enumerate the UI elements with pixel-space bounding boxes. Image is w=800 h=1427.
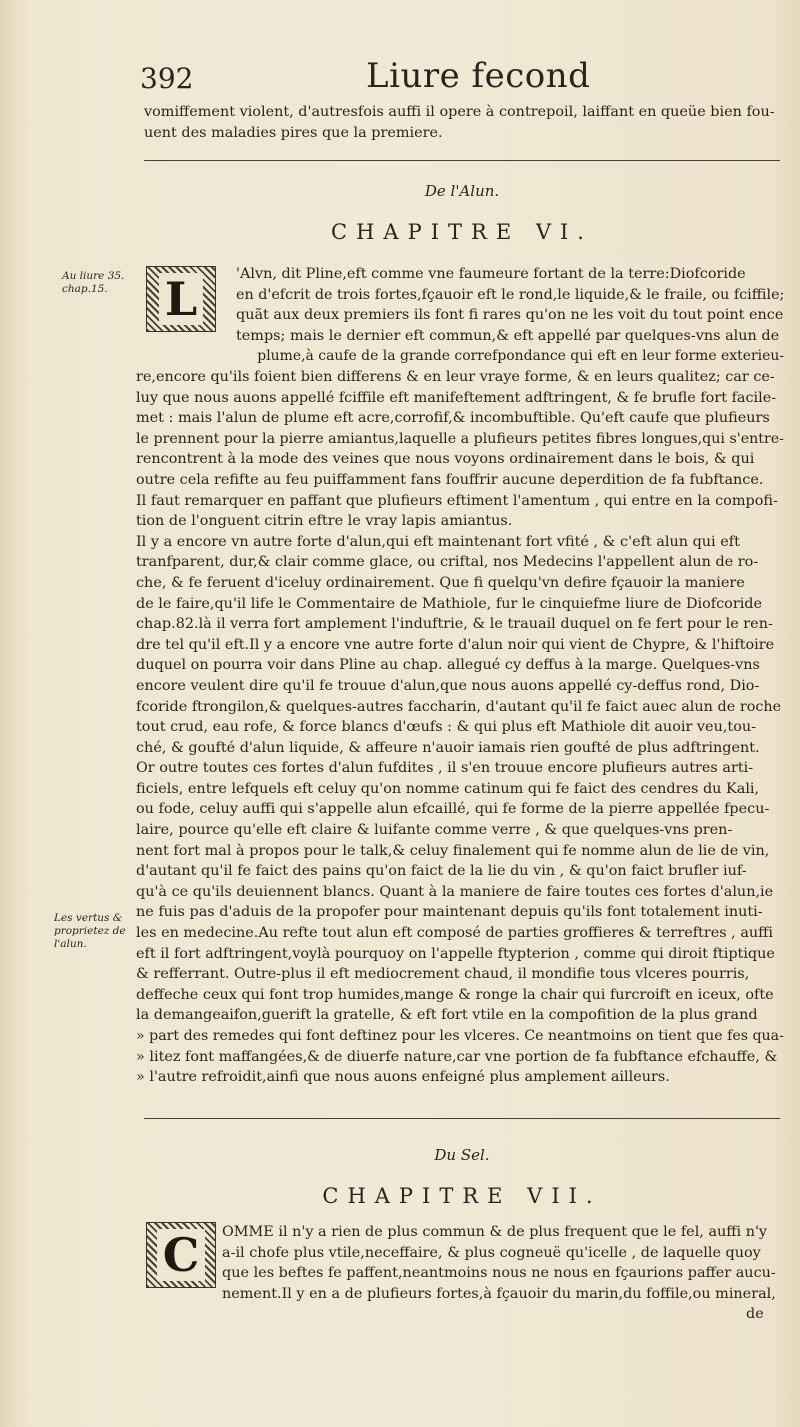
text-line: eft il fort adftringent,voylà pourquoy on l'appelle ftypterion , comme qui diroit ftiptique (136, 945, 775, 962)
text-line: tion de l'onguent citrin eftre le vray lapis amiantus. (136, 513, 513, 530)
page-header (140, 56, 780, 100)
text-line: nent fort mal à propos pour le talk,& celuy finalement qui fe nomme alun de lie de vin, (136, 842, 770, 859)
chapter-body-text (136, 367, 795, 1088)
chapter-title: CHAPITRE VII. (322, 1184, 602, 1208)
text-line: » l'autre refroidit,ainfi que nous auons enfeigné plus amplement ailleurs. (136, 1069, 670, 1086)
text-line: Il y a encore vn autre forte d'alun,qui eft maintenant fort vfité , & c'eft alun qui eft (136, 533, 740, 550)
text-line: » part des remedes qui font deftinez pour les vlceres. Ce neantmoins on tient que fes qua- (136, 1028, 784, 1044)
chapter-opening-text (236, 264, 800, 367)
text-line: chap.82.là il verra fort amplement l'induftrie, & le trauail duquel on fe fert pour le ren- (136, 616, 773, 633)
text-line: en d'efcrit de trois fortes,fçauoir eft le rond,le liquide,& le fraile, ou fciffile; (236, 286, 785, 303)
text-line: tranfparent, dur,& clair comme glace, ou criftal, nos Medecins l'appellent alun de ro- (136, 554, 759, 571)
text-line: » litez font maffangées,& de diuerfe nature,car vne portion de fa fubftance efchauffe, & (136, 1048, 778, 1065)
text-line: dre tel qu'il eft.Il y a encore vne autre forte d'alun noir qui vient de Chypre, & l'hiftoire (136, 636, 775, 653)
text-line: OMME il n'y a rien de plus commun & de plus frequent que le fel, auffi n'y (222, 1224, 768, 1240)
text-line: d'autant qu'il fe faict des pains qu'on faict de la lie du vin , & qu'on faict brufler iuf- (136, 863, 747, 880)
text-line: tout crud, eau rofe, & force blancs d'œufs : & qui plus eft Mathiole dit auoir veu,tou- (136, 719, 756, 736)
page-number: 392 (140, 62, 194, 95)
text-line: que les beftes fe paffent,neantmoins nous ne nous en fçaurions paffer aucu- (222, 1265, 776, 1282)
text-line: rencontrent à la mode des veines que nous voyons ordinairement dans le bois, & qui (136, 451, 755, 468)
text-line: laire, pource qu'elle eft claire & luifante comme verre , & que quelques-vns pren- (136, 822, 733, 839)
text-line: deffeche ceux qui font trop humides,mange & ronge la chair qui furcroift en iceux, ofte (136, 986, 774, 1003)
text-line: 'Alvn, dit Pline,eft comme vne faumeure fortant de la terre:Diofcoride (236, 266, 746, 282)
text-line: che, & fe feruent d'iceluy ordinairement. Que fi quelqu'vn defire fçauoir la maniere (136, 574, 745, 591)
text-line: duquel on pourra voir dans Pline au chap. allegué cy deffus à la marge. Quelques-vns (136, 657, 760, 674)
text-line: uent des maladies pires que la premiere. (144, 124, 443, 141)
text-line: la demangeaifon,guerift la gratelle, & eft fort vtile en la compofition de la plus grand (136, 1007, 758, 1024)
text-line: vomiffement violent, d'autresfois auffi il opere à contrepoil, laiffant en queüe bien fou- (144, 104, 775, 120)
text-line: les en medecine.Au refte tout alun eft composé de parties groffieres & terreftres , auffi (136, 925, 773, 942)
text-line: fcoride ftrongilon,& quelques-autres faccharin, d'autant qu'il fe faict auec alun de roche (136, 698, 782, 715)
margin-reference: Au liure 35. chap.15. (62, 270, 125, 295)
ornamental-initial (146, 266, 216, 332)
text-line: outre cela refifte au feu puiffamment fans fouffrir aucune deperdition de fa fubftance. (136, 471, 764, 488)
section-subtitle: Du Sel. (434, 1146, 490, 1164)
running-head: Liure fecond (366, 56, 591, 96)
section-subtitle: De l'Alun. (424, 182, 500, 200)
initial-letter: L (159, 273, 203, 325)
chapter-title: CHAPITRE VI. (331, 220, 593, 244)
text-line: plume,à caufe de la grande correfpondance qui eft en leur forme exterieu- (257, 348, 785, 365)
text-line: Il faut remarquer en paffant que plufieurs eftiment l'amentum , qui entre en la compofi- (136, 492, 778, 509)
intro-text (144, 102, 775, 143)
text-line: & refferrant. Outre-plus il eft mediocrement chaud, il mondifie tous vlceres pourris, (136, 966, 750, 983)
text-line: a-il chofe plus vtile,neceffaire, & plus cogneuë qu'icelle , de laquelle quoy (222, 1244, 761, 1261)
catchword: de (746, 1306, 764, 1322)
section-divider (144, 1118, 780, 1119)
initial-letter: C (157, 1229, 206, 1281)
text-line: met : mais l'alun de plume eft acre,corrofif,& incombuftible. Qu'eft caufe que plufieurs (136, 410, 770, 427)
text-line: de le faire,qu'il life le Commentaire de Mathiole, fur le cinquiefme liure de Diofcoride (136, 595, 763, 612)
text-line: Or outre toutes ces fortes d'alun fufdites , il s'en trouue encore plufieurs autres arti- (136, 760, 754, 777)
chapter-opening-text (222, 1222, 776, 1304)
ornamental-initial (146, 1222, 216, 1288)
text-line: quãt aux deux premiers ils font fi rares qu'on ne les voit du tout point ence (236, 307, 784, 324)
text-line: encore veulent dire qu'il fe trouue d'alun,que nous auons appellé cy-deffus rond, Dio- (136, 677, 760, 694)
text-line: ficiels, entre lefquels eft celuy qu'on nomme catinum qui fe faict des cendres du Kali, (136, 780, 760, 797)
margin-note-virtues: Les vertus & proprietez de l'alun. (54, 912, 126, 950)
text-line: ou fode, celuy auffi qui s'appelle alun efcaillé, qui fe forme de la pierre appellée fpecu- (136, 801, 770, 818)
text-line: qu'à ce qu'ils deuiennent blancs. Quant à la maniere de faire toutes ces fortes d'alun,ie (136, 883, 774, 900)
text-line: le prennent pour la pierre amiantus,laquelle a plufieurs petites fibres longues,qui s'entre- (136, 430, 784, 447)
text-line: temps; mais le dernier eft commun,& eft appellé par quelques-vns alun de (236, 327, 780, 344)
text-line: nement.Il y en a de plufieurs fortes,à fçauoir du marin,du foffile,ou mineral, (222, 1285, 776, 1302)
text-line: ché, & goufté d'alun liquide, & affeure n'auoir iamais rien goufté de plus adftringent. (136, 739, 760, 756)
text-line: re,encore qu'ils foient bien differens & en leur vraye forme, & en leurs qualitez; car ce- (136, 369, 775, 385)
text-line: ne fuis pas d'aduis de la propofer pour maintenant depuis qu'ils font totalement inuti- (136, 904, 763, 921)
text-line: luy que nous auons appellé fciffile eft manifeftement adftringent, & fe brufle fort facile- (136, 389, 777, 406)
section-divider (144, 160, 780, 161)
